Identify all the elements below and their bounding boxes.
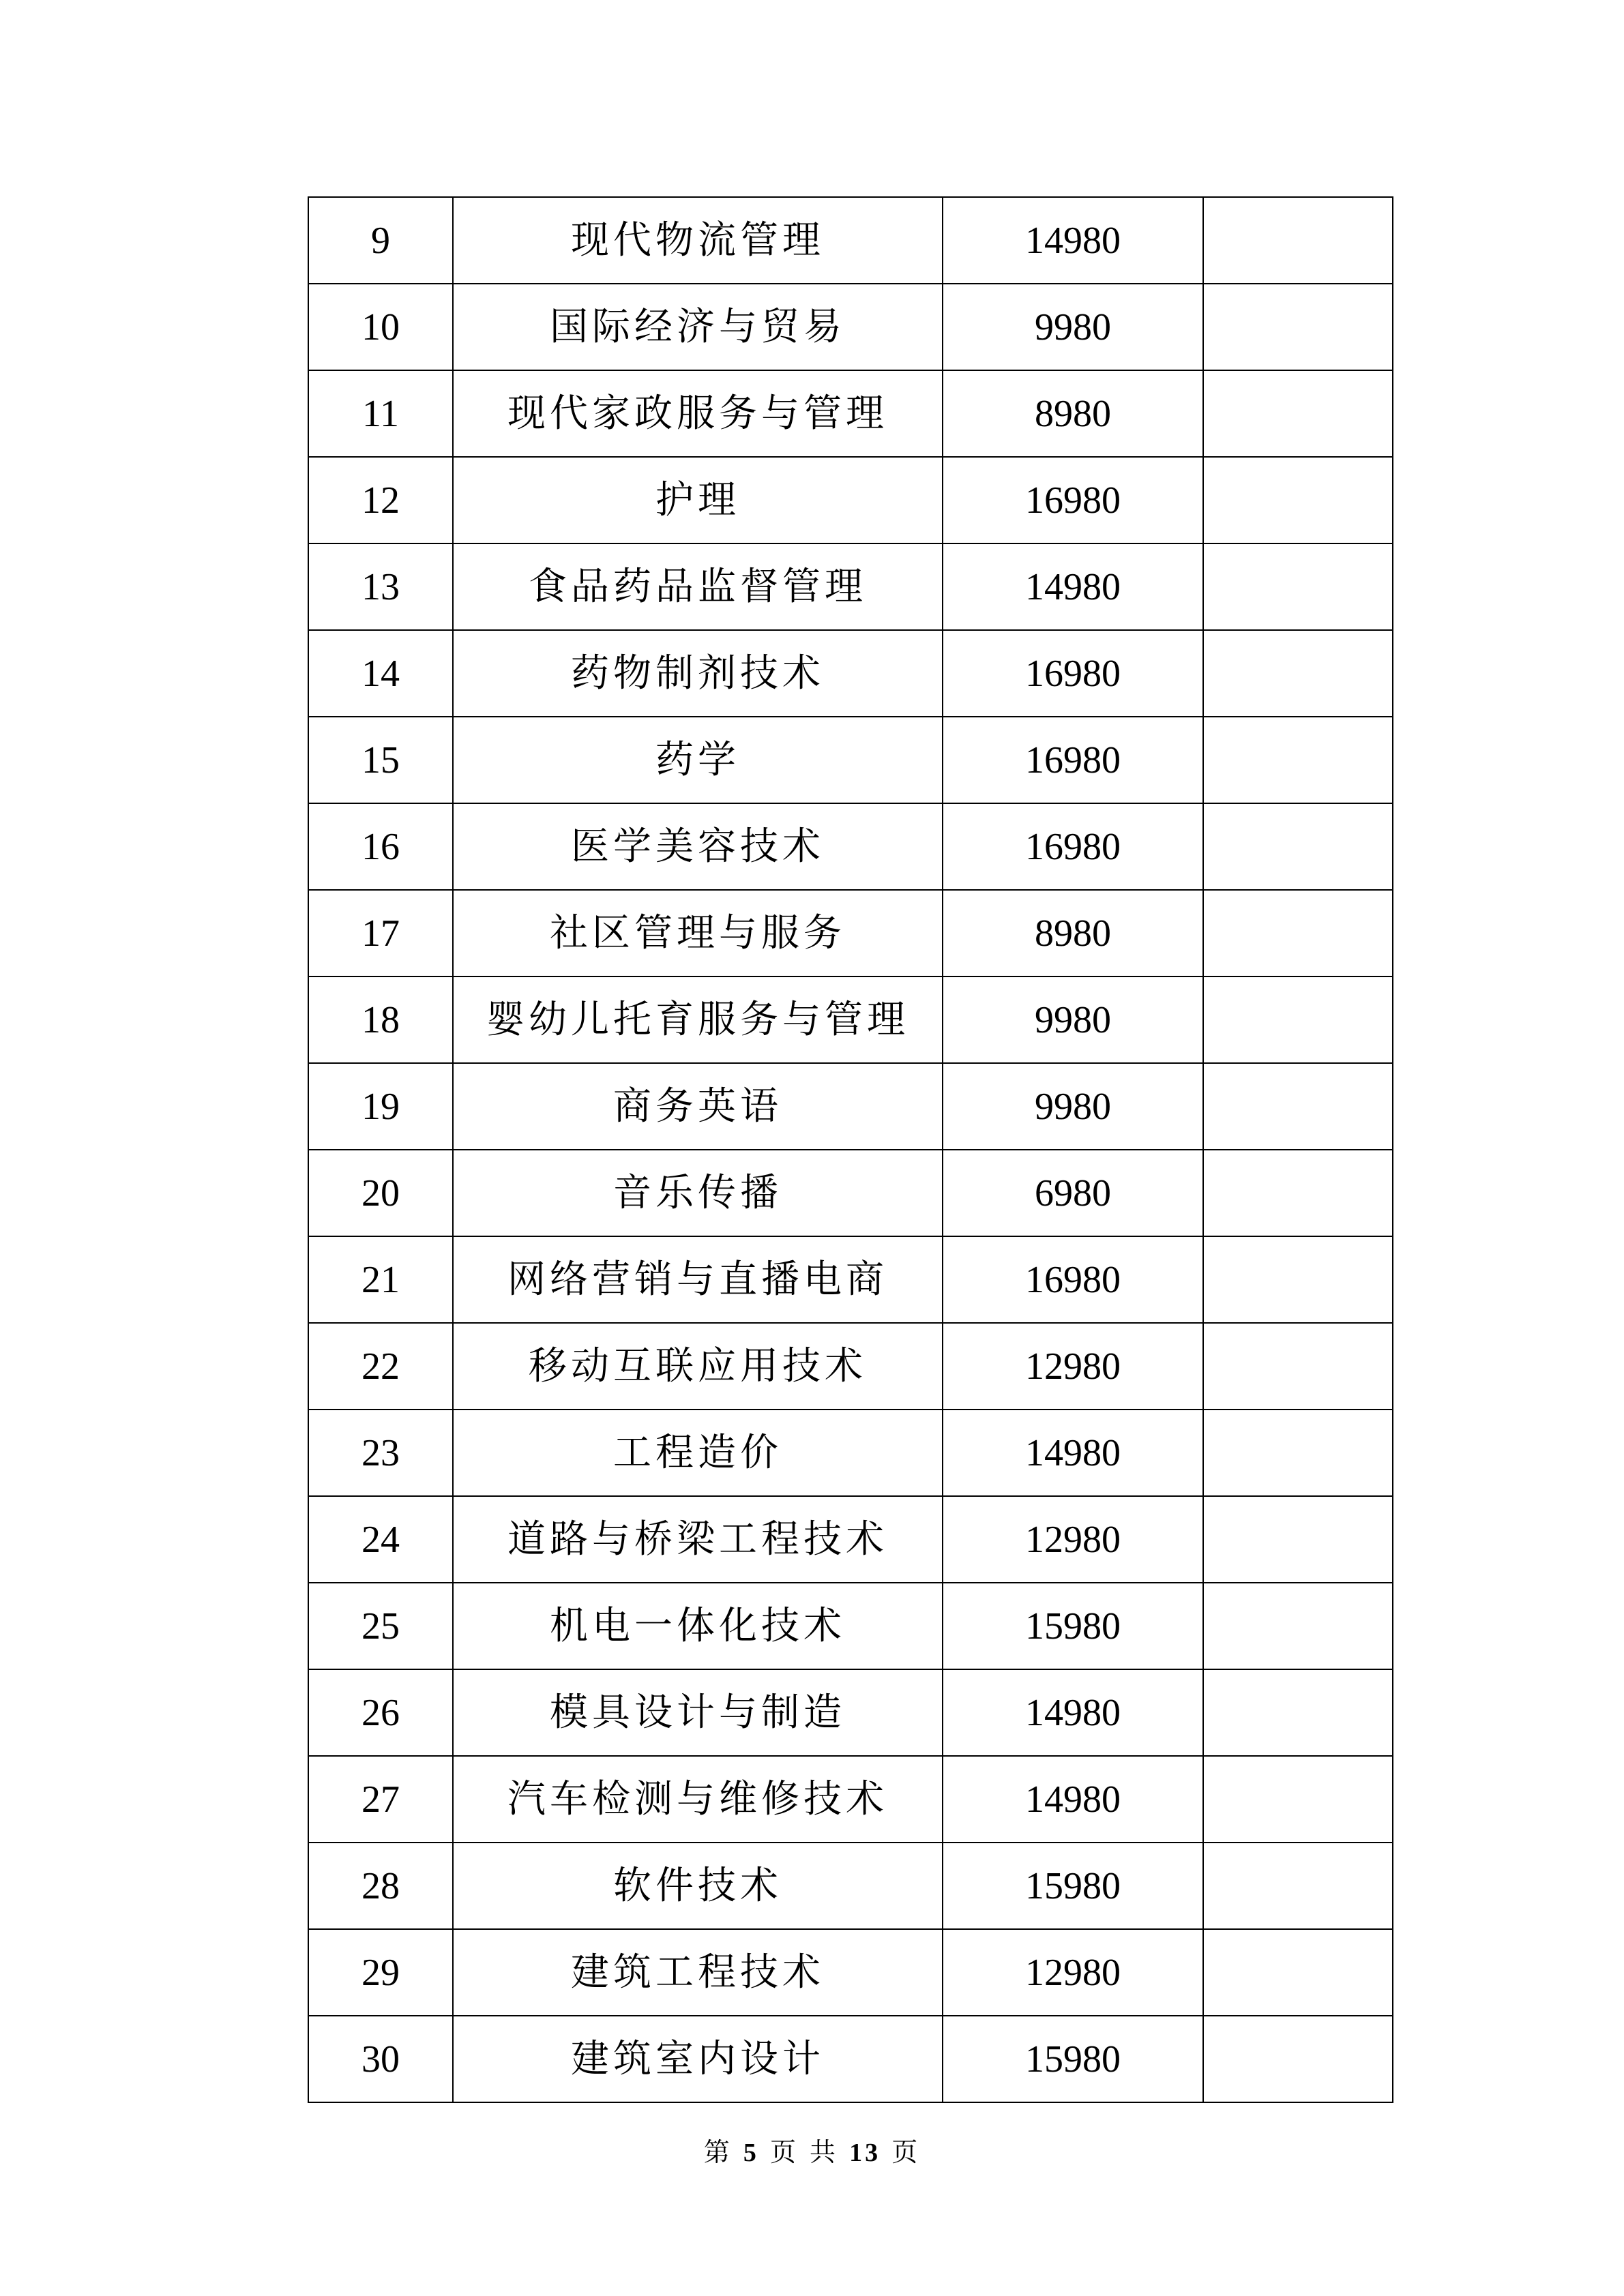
table-row <box>308 1150 1393 1236</box>
cell-note <box>1203 890 1393 976</box>
cell-major: 现代家政服务与管理 <box>453 370 943 457</box>
cell-number: 26 <box>308 1669 453 1756</box>
cell-fee: 14980 <box>943 1669 1203 1756</box>
cell-number: 10 <box>308 284 453 370</box>
cell-note <box>1203 1410 1393 1496</box>
cell-major: 汽车检测与维修技术 <box>453 1756 943 1843</box>
fee-table <box>308 196 1393 2103</box>
cell-note <box>1203 1756 1393 1843</box>
cell-major: 医学美容技术 <box>453 803 943 890</box>
fee-table-body <box>308 197 1393 2102</box>
cell-fee: 9980 <box>943 284 1203 370</box>
table-row <box>308 1669 1393 1756</box>
cell-fee: 14980 <box>943 543 1203 630</box>
cell-number: 17 <box>308 890 453 976</box>
table-row <box>308 803 1393 890</box>
table-row <box>308 1496 1393 1583</box>
cell-note <box>1203 1150 1393 1236</box>
cell-major: 工程造价 <box>453 1410 943 1496</box>
cell-fee: 15980 <box>943 1583 1203 1669</box>
table-row <box>308 630 1393 717</box>
table-row <box>308 284 1393 370</box>
cell-fee: 9980 <box>943 1063 1203 1150</box>
cell-note <box>1203 1583 1393 1669</box>
cell-major: 建筑工程技术 <box>453 1929 943 2016</box>
cell-number: 19 <box>308 1063 453 1150</box>
cell-fee: 16980 <box>943 630 1203 717</box>
cell-major: 国际经济与贸易 <box>453 284 943 370</box>
table-row <box>308 543 1393 630</box>
table-row <box>308 1323 1393 1410</box>
cell-major: 药物制剂技术 <box>453 630 943 717</box>
cell-note <box>1203 1063 1393 1150</box>
cell-fee: 16980 <box>943 717 1203 803</box>
table-row <box>308 717 1393 803</box>
footer-middle: 页 共 <box>769 2137 839 2167</box>
table-row <box>308 890 1393 976</box>
cell-number: 9 <box>308 197 453 284</box>
cell-major: 音乐传播 <box>453 1150 943 1236</box>
cell-major: 商务英语 <box>453 1063 943 1150</box>
table-row <box>308 1236 1393 1323</box>
cell-note <box>1203 1929 1393 2016</box>
table-row <box>308 457 1393 543</box>
cell-number: 24 <box>308 1496 453 1583</box>
cell-note <box>1203 803 1393 890</box>
cell-major: 软件技术 <box>453 1843 943 1929</box>
cell-number: 15 <box>308 717 453 803</box>
table-row <box>308 1756 1393 1843</box>
footer-suffix: 页 <box>891 2137 921 2167</box>
cell-note <box>1203 370 1393 457</box>
table-row <box>308 1410 1393 1496</box>
table-row <box>308 1583 1393 1669</box>
cell-fee: 16980 <box>943 803 1203 890</box>
cell-major: 护理 <box>453 457 943 543</box>
cell-fee: 9980 <box>943 976 1203 1063</box>
cell-number: 18 <box>308 976 453 1063</box>
cell-number: 28 <box>308 1843 453 1929</box>
table-row <box>308 1843 1393 1929</box>
cell-fee: 12980 <box>943 1496 1203 1583</box>
cell-number: 25 <box>308 1583 453 1669</box>
cell-note <box>1203 717 1393 803</box>
page-footer <box>0 2131 1624 2168</box>
cell-note <box>1203 2016 1393 2102</box>
cell-note <box>1203 1669 1393 1756</box>
cell-number: 21 <box>308 1236 453 1323</box>
cell-fee: 8980 <box>943 370 1203 457</box>
cell-number: 12 <box>308 457 453 543</box>
cell-fee: 14980 <box>943 1410 1203 1496</box>
cell-number: 14 <box>308 630 453 717</box>
cell-number: 30 <box>308 2016 453 2102</box>
cell-major: 社区管理与服务 <box>453 890 943 976</box>
cell-note <box>1203 457 1393 543</box>
cell-number: 22 <box>308 1323 453 1410</box>
cell-major: 网络营销与直播电商 <box>453 1236 943 1323</box>
cell-major: 婴幼儿托育服务与管理 <box>453 976 943 1063</box>
cell-note <box>1203 630 1393 717</box>
footer-page-number: 5 <box>743 2138 759 2167</box>
cell-fee: 16980 <box>943 457 1203 543</box>
cell-number: 13 <box>308 543 453 630</box>
cell-note <box>1203 976 1393 1063</box>
table-row <box>308 1929 1393 2016</box>
cell-number: 27 <box>308 1756 453 1843</box>
cell-note <box>1203 1496 1393 1583</box>
cell-major: 模具设计与制造 <box>453 1669 943 1756</box>
cell-number: 29 <box>308 1929 453 2016</box>
cell-note <box>1203 1843 1393 1929</box>
cell-note <box>1203 1323 1393 1410</box>
cell-major: 食品药品监督管理 <box>453 543 943 630</box>
table-row <box>308 976 1393 1063</box>
cell-note <box>1203 197 1393 284</box>
cell-fee: 12980 <box>943 1323 1203 1410</box>
cell-major: 道路与桥梁工程技术 <box>453 1496 943 1583</box>
cell-major: 建筑室内设计 <box>453 2016 943 2102</box>
cell-number: 16 <box>308 803 453 890</box>
table-row <box>308 197 1393 284</box>
cell-fee: 14980 <box>943 1756 1203 1843</box>
cell-note <box>1203 1236 1393 1323</box>
cell-note <box>1203 543 1393 630</box>
cell-fee: 8980 <box>943 890 1203 976</box>
cell-fee: 15980 <box>943 2016 1203 2102</box>
footer-prefix: 第 <box>703 2137 733 2167</box>
cell-number: 23 <box>308 1410 453 1496</box>
cell-note <box>1203 284 1393 370</box>
cell-major: 移动互联应用技术 <box>453 1323 943 1410</box>
cell-fee: 16980 <box>943 1236 1203 1323</box>
cell-fee: 14980 <box>943 197 1203 284</box>
cell-number: 11 <box>308 370 453 457</box>
table-row <box>308 2016 1393 2102</box>
cell-number: 20 <box>308 1150 453 1236</box>
table-row <box>308 370 1393 457</box>
table-row <box>308 1063 1393 1150</box>
cell-fee: 12980 <box>943 1929 1203 2016</box>
cell-fee: 15980 <box>943 1843 1203 1929</box>
cell-major: 现代物流管理 <box>453 197 943 284</box>
cell-major: 药学 <box>453 717 943 803</box>
cell-major: 机电一体化技术 <box>453 1583 943 1669</box>
cell-fee: 6980 <box>943 1150 1203 1236</box>
footer-total-pages: 13 <box>849 2138 881 2167</box>
